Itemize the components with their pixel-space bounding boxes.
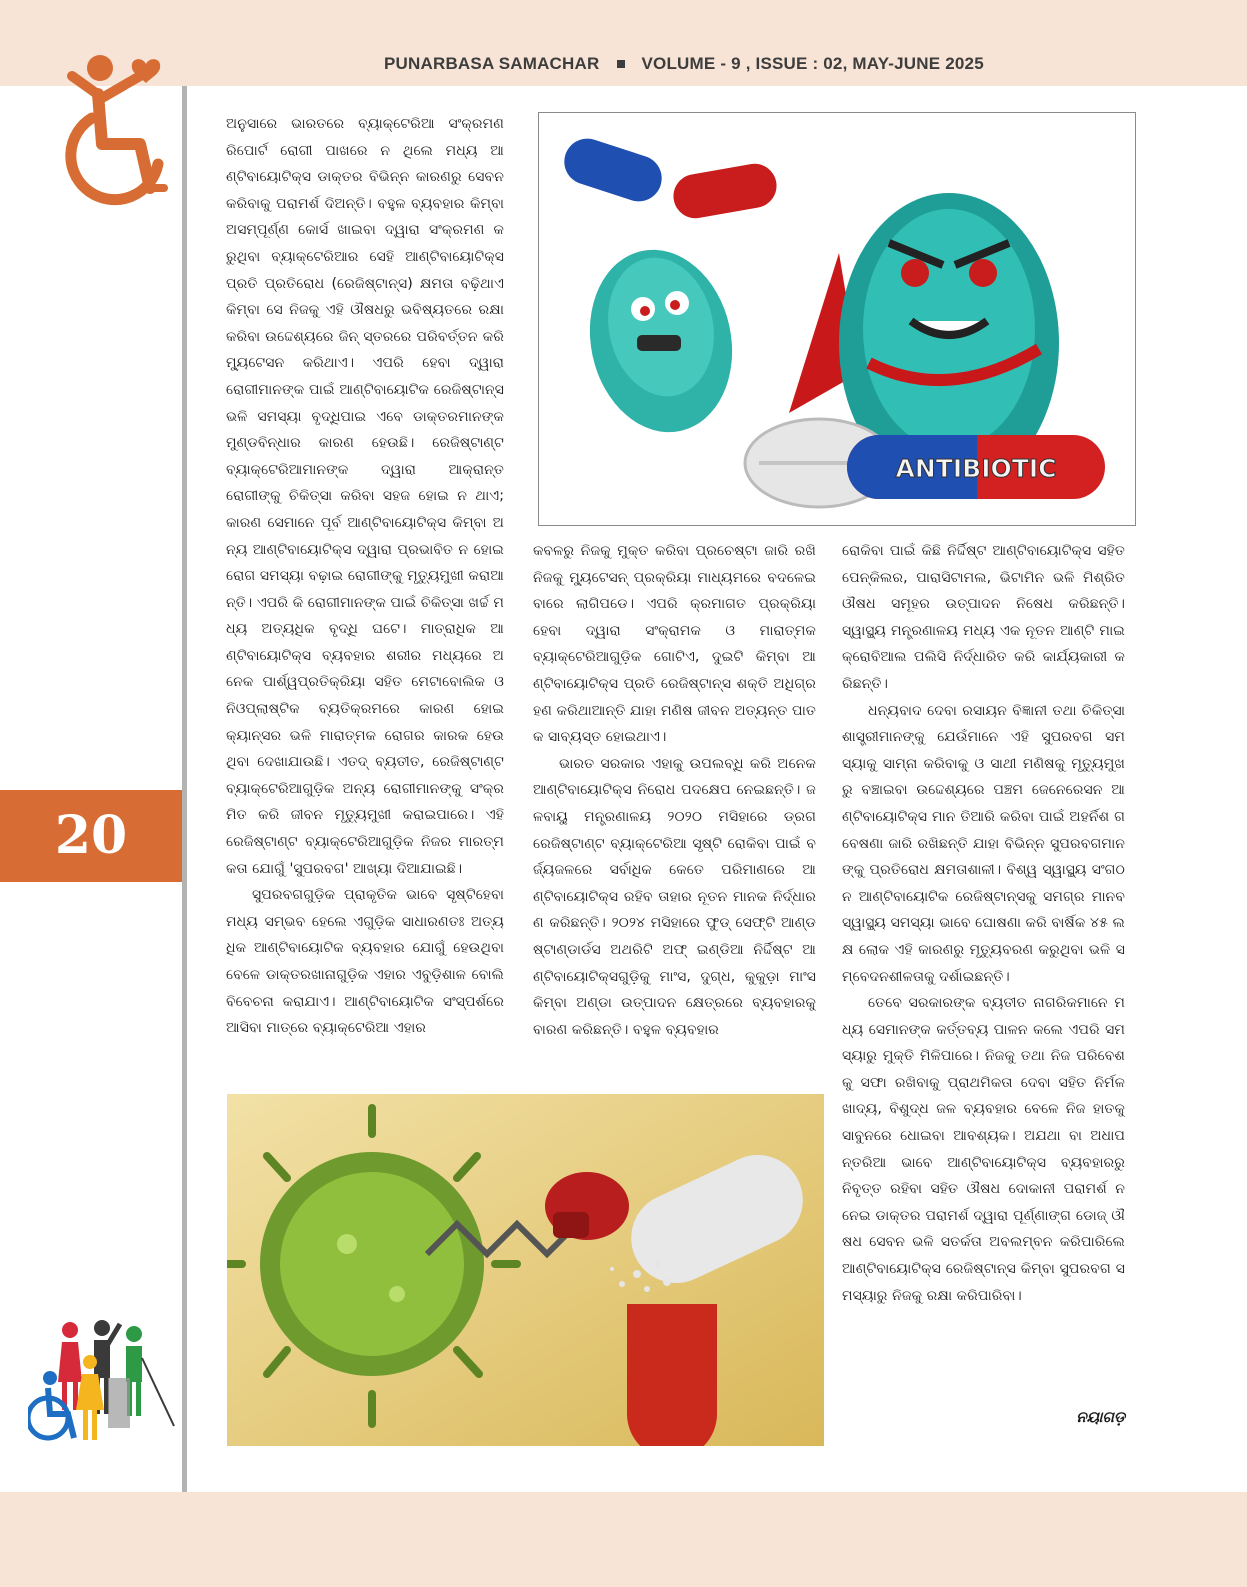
running-header (384, 54, 1024, 80)
bottom-band (0, 1492, 1247, 1587)
antibiotic-pill-icon (847, 435, 1105, 499)
superbug-antibiotic-illustration (538, 112, 1136, 526)
paragraph: ତେବେ ସରକାରଙ୍କ ବ୍ୟତୀତ ନାଗରିକମାନେ ମଧ୍ୟ ସେମାନଙ୍କ କର୍ତ୍ତବ୍ୟ ପାଳନ କଲେ ଏପରି ସମସ୍ୟାରୁ ମୁକ୍ତି ମିଳିପାରେ। ନିଜକୁ ତଥା ନିଜ ପରିବେଶକୁ ସଫା ରଖିବାକୁ ପ୍ରାଥମିକତା ଦେବା ସହିତ ନିର୍ମଳ ଖାଦ୍ୟ, ବିଶୁଦ୍ଧ ଜଳ ବ୍ୟବହାର ବେଳେ ନିଜ ହାତକୁ ସାବୁନରେ ଧୋଇବା ଆବଶ୍ୟକ। ଅଯଥା ବା ଅଧାପନ୍ତରିଆ ଭାବେ ଆଣ୍ଟିବାୟୋଟିକ୍ସ ବ୍ୟବହାରରୁ ନିବୃତ୍ତ ରହିବା ସହିତ ଔଷଧ ଦୋକାନୀ ପରାମର୍ଶ ନ ନେଇ ଡାକ୍ତର ପରାମର୍ଶ ଦ୍ୱାରା ପୂର୍ଣ୍ଣାଙ୍ଗ ଡୋଜ୍ ଔଷଧ ସେବନ ଭଳି ସତର୍କତା ଅବଲମ୍ବନ କରିପାରିଲେ ଆଣ୍ଟିବାୟୋଟିକ୍ସ ରେଜିଷ୍ଟାନ୍ସ କିମ୍ବା ସୁପରବଗ ସମସ୍ୟାରୁ ନିଜକୁ ରକ୍ଷା କରିପାରିବା। (842, 995, 1125, 1304)
separator-square-icon (617, 60, 625, 68)
paragraph: ସୁପରବଗଗୁଡ଼ିକ ପ୍ରାକୃତିକ ଭାବେ ସୃଷ୍ଟିହେବା ମଧ୍ୟ ସମ୍ଭବ ହେଲେ ଏଗୁଡ଼ିକ ସାଧାରଣତଃ ଅତ୍ୟଧିକ ଆଣ୍ଟିବାୟୋଟିକ ବ୍ୟବହାର ଯୋଗୁଁ ହେଉଥିବା ବେଳେ ଡାକ୍ତରଖାନାଗୁଡ଼ିକ ଏହାର ଏବୁଡ଼ିଶାଳ ବୋଲି ବିବେଚନା କରାଯାଏ। ଆଣ୍ଟିବାୟୋଟିକ ସଂସ୍ପର୍ଶରେ ଆସିବା ମାତ୍ରେ ବ୍ୟାକ୍ଟେରିଆ ଏହାର (226, 887, 504, 1037)
pill-label: ANTIBIOTIC (895, 454, 1057, 483)
gutter-divider (182, 86, 187, 1492)
paragraph: ଭାରତ ସରକାର ଏହାକୁ ଉପଲବ୍ଧି କରି ଅନେକ ଆଣ୍ଟିବାୟୋଟିକ୍ସ ନିରୋଧ ପଦକ୍ଷେପ ନେଇଛନ୍ତି। ଜଳବାୟୁ ମନ୍ତ୍ରଣାଳୟ ୨୦୨୦ ମସିହାରେ ଡ୍ରଗ ରେଜିଷ୍ଟାଣ୍ଟ ବ୍ୟାକ୍ଟେରିଆ ସୃଷ୍ଟି ରୋକିବା ପାଇଁ ବର୍ଜ୍ୟଜଳରେ ସର୍ବାଧିକ କେତେ ପରିମାଣରେ ଆଣ୍ଟିବାୟୋଟିକ୍ସ ରହିବ ତାହାର ନୂତନ ମାନକ ନିର୍ଦ୍ଧାରଣ କରିଛନ୍ତି। ୨୦୨୪ ମସିହାରେ ଫୁଡ୍ ସେଫ୍ଟି ଆଣ୍ଡ ଷ୍ଟାଣ୍ଡାର୍ଡସ ଅଥରିଟି ଅଫ୍ ଇଣ୍ଡିଆ ନିର୍ଦ୍ଦିଷ୍ଟ ଆଣ୍ଟିବାୟୋଟିକ୍ସଗୁଡ଼ିକୁ ମାଂସ, ଦୁଗ୍ଧ, କୁକୁଡ଼ା ମାଂସ କିମ୍ବା ଅଣ୍ଡା ଉତ୍ପାଦନ କ୍ଷେତ୍ରରେ ବ୍ୟବହାରକୁ ବାରଣ କରିଛନ୍ତି। ବହୁଳ ବ୍ୟବହାର (533, 755, 816, 1038)
paragraph: ରୋକିବା ପାଇଁ କିଛି ନିର୍ଦ୍ଦିଷ୍ଟ ଆଣ୍ଟିବାୟୋଟିକ୍ସ ସହିତ ପେନ୍‌କିଲର, ପାରାସିଟାମଲ, ଭିଟାମିନ ଭଳି ମିଶ୍ରିତ ଔଷଧ ସମୂହର ଉତ୍ପାଦନ ନିଷେଧ କରିଛନ୍ତି। ସ୍ୱାସ୍ଥ୍ୟ ମନ୍ତ୍ରଣାଳୟ ମଧ୍ୟ ଏକ ନୂତନ ଆଣ୍ଟି ମାଇକ୍ରୋବିଆଲ ପଲିସି ନିର୍ଦ୍ଧାରିତ କରି କାର୍ଯ୍ୟକାରୀ କରିଛନ୍ତି। (842, 543, 1125, 692)
page-number: 20 (0, 790, 182, 882)
paragraph: କବଳରୁ ନିଜକୁ ମୁକ୍ତ କରିବା ପ୍ରଚେଷ୍ଟା ଜାରି ରଖି ନିଜକୁ ମ୍ୟୁଟେସନ୍ ପ୍ରକ୍ରିୟା ମାଧ୍ୟମରେ ବଦଳେଇବାରେ ଲାଗିପଡେ। ଏପରି କ୍ରମାଗତ ପ୍ରକ୍ରିୟା ହେବା ଦ୍ୱାରା ସଂକ୍ରାମକ ଓ ମାରାତ୍ମକ ବ୍ୟାକ୍ଟେରିଆଗୁଡ଼ିକ ଗୋଟିଏ, ଦୁଇଟି କିମ୍ବା ଆଣ୍ଟିବାୟୋଟିକ୍ସ ପ୍ରତି ରେଜିଷ୍ଟାନ୍ସ ଶକ୍ତି ଅଧିଗ୍ରହଣ କରିଥାଆନ୍ତି ଯାହା ମଣିଷ ଜୀବନ ଅତ୍ୟନ୍ତ ପାତକ ସାବ୍ୟସ୍ତ ହୋଇଥାଏ। (533, 543, 816, 746)
text-column-2 (533, 538, 816, 1078)
virus-capsule-illustration (227, 1094, 824, 1446)
publication-name: PUNARBASA SAMACHAR (384, 54, 600, 73)
boxing-glove-icon (545, 1172, 629, 1240)
author-location: ନୟାଗଡ଼ (1076, 1408, 1125, 1426)
inclusive-people-icon (28, 1318, 178, 1450)
paragraph: ଧନ୍ୟବାଦ ଦେବା ରସାୟନ ବିଜ୍ଞାନୀ ତଥା ଚିକିତ୍ସା ଶାସ୍ତ୍ରୀମାନଙ୍କୁ ଯେଉଁମାନେ ଏହି ସୁପରବଗ ସମସ୍ୟାକୁ ସାମ୍ନା କରିବାକୁ ଓ ସାଥୀ ମଣିଷକୁ ମୃତ୍ୟୁମୁଖରୁ ବଞ୍ଚାଇବା ଉଦ୍ଦେଶ୍ୟରେ ପଞ୍ଚମ ଜେନେରେସନ ଆଣ୍ଟିବାୟୋଟିକ୍ସ ମାନ ତିଆରି କରିବା ପାଇଁ ଅହର୍ନିଶ ଗବେଷଣା ଜାରି ରଖିଛନ୍ତି ଯାହା ବିଭିନ୍ନ ସୁପରବଗମାନଙ୍କୁ ପ୍ରତିରୋଧ କ୍ଷମତାଶାଳୀ। ବିଶ୍ୱ ସ୍ୱାସ୍ଥ୍ୟ ସଂଗଠନ ଆଣ୍ଟିବାୟୋଟିକ ରେଜିଷ୍ଟାନ୍ସକୁ ସମଗ୍ର ମାନବ ସ୍ୱାସ୍ଥ୍ୟ ସମସ୍ୟା ଭାବେ ଘୋଷଣା କରି ବାର୍ଷିକ ୪୫ ଲକ୍ଷ ଲୋକ ଏହି କାରଣରୁ ମୃତ୍ୟୁବରଣ କରୁଥିବା ଭଳି ସମ୍ବେଦନଶୀଳତାକୁ ଦର୍ଶାଇଛନ୍ତି। (842, 702, 1125, 985)
wheelchair-logo-icon (40, 46, 170, 206)
paragraph: ଅନୁସାରେ ଭାରତରେ ବ୍ୟାକ୍ଟେରିଆ ସଂକ୍ରମଣ ରିପୋର୍ଟ ରୋଗୀ ପାଖରେ ନ ଥିଲେ ମଧ୍ୟ ଆଣ୍ଟିବାୟୋଟିକ୍ସ ଡାକ୍ତର ବିଭିନ୍ନ କାରଣରୁ ସେବନ କରିବାକୁ ପରାମର୍ଶ ଦିଅନ୍ତି। ବହୁଳ ବ୍ୟବହାର କିମ୍ବା ଅସମ୍ପୂର୍ଣ୍ଣ କୋର୍ସ ଖାଇବା ଦ୍ୱାରା ସଂକ୍ରମଣ କରୁଥିବା ବ୍ୟାକ୍ଟେରିଆର ସେହି ଆଣ୍ଟିବାୟୋଟିକ୍ସ ପ୍ରତି ପ୍ରତିରୋଧ (ରେଜିଷ୍ଟାନ୍ସ) କ୍ଷମତା ବଢ଼ିଥାଏ କିମ୍ବା ସେ ନିଜକୁ ଏହି ଔଷଧରୁ ଭବିଷ୍ୟତରେ ରକ୍ଷା କରିବା ଉଦ୍ଦେଶ୍ୟରେ ଜିନ୍ ସ୍ତରରେ ପରିବର୍ତ୍ତନ କରି ମ୍ୟୁଟେସନ କରିଥାଏ। ଏପରି ହେବା ଦ୍ୱାରା ରୋଗୀମାନଙ୍କ ପାଇଁ ଆଣ୍ଟିବାୟୋଟିକ ରେଜିଷ୍ଟାନ୍ସ ଭଳି ସମସ୍ୟା ବୃଦ୍ଧିପାଇ ଏବେ ଡାକ୍ତରମାନଙ୍କ ମୁଣ୍ଡବିନ୍ଧାର କାରଣ ହେଉଛି। ରେଜିଷ୍ଟାଣ୍ଟ ବ୍ୟାକ୍ଟେରିଆମାନଙ୍କ ଦ୍ୱାରା ଆକ୍ରାନ୍ତ ରୋଗୀଙ୍କୁ ଚିକିତ୍ସା କରିବା ସହଜ ହୋଇ ନ ଥାଏ; କାରଣ ସେମାନେ ପୂର୍ବ ଆଣ୍ଟିବାୟୋଟିକ୍ସ କିମ୍ବା ଅନ୍ୟ ଆଣ୍ଟିବାୟୋଟିକ୍ସ ଦ୍ୱାରା ପ୍ରଭାବିତ ନ ହୋଇ ରୋଗ ସମସ୍ୟା ବଢ଼ାଇ ରୋଗୀଙ୍କୁ ମୃତ୍ୟୁମୁଖୀ କରାଆନ୍ତି। ଏପରି କି ରୋଗୀମାନଙ୍କ ପାଇଁ ଚିକିତ୍ସା ଖର୍ଚ୍ଚ ମଧ୍ୟ ଅତ୍ୟଧିକ ବୃଦ୍ଧି ଘଟେ। ମାତ୍ରାଧିକ ଆଣ୍ଟିବାୟୋଟିକ୍ସ ବ୍ୟବହାର ଶରୀର ମଧ୍ୟରେ ଅନେକ ପାର୍ଶ୍ୱପ୍ରତିକ୍ରିୟା ସହିତ ମେଟାବୋଲିକ ଓ ନିଓପ୍ଲାଷ୍ଟିକ ବ୍ୟତିକ୍ରମରେ କାରଣ ହୋଇ କ୍ୟାନ୍ସର ଭଳି ମାରାତ୍ମକ ରୋଗର କାରକ ହେଉଥିବା ଦେଖାଯାଉଛି। ଏତଦ୍ ବ୍ୟତୀତ, ରେଜିଷ୍ଟାଣ୍ଟ ବ୍ୟାକ୍ଟେରିଆଗୁଡ଼ିକ ଅନ୍ୟ ରୋଗୀମାନଙ୍କୁ ସଂକ୍ରମିତ କରି ଜୀବନ ମୃତ୍ୟୁମୁଖୀ କରାଇପାରେ। ଏହି ରେଜିଷ୍ଟାଣ୍ଟ ବ୍ୟାକ୍ଟେରିଆଗୁଡ଼ିକ ନିଜର ମାରତ୍ମକତା ଯୋଗୁଁ 'ସୁପରବଗ' ଆଖ୍ୟା ଦିଆଯାଇଛି। (226, 116, 504, 877)
text-column-3 (842, 538, 1125, 1378)
left-margin (0, 86, 182, 1492)
issue-info: VOLUME - 9 , ISSUE : 02, MAY-JUNE 2025 (641, 54, 984, 73)
